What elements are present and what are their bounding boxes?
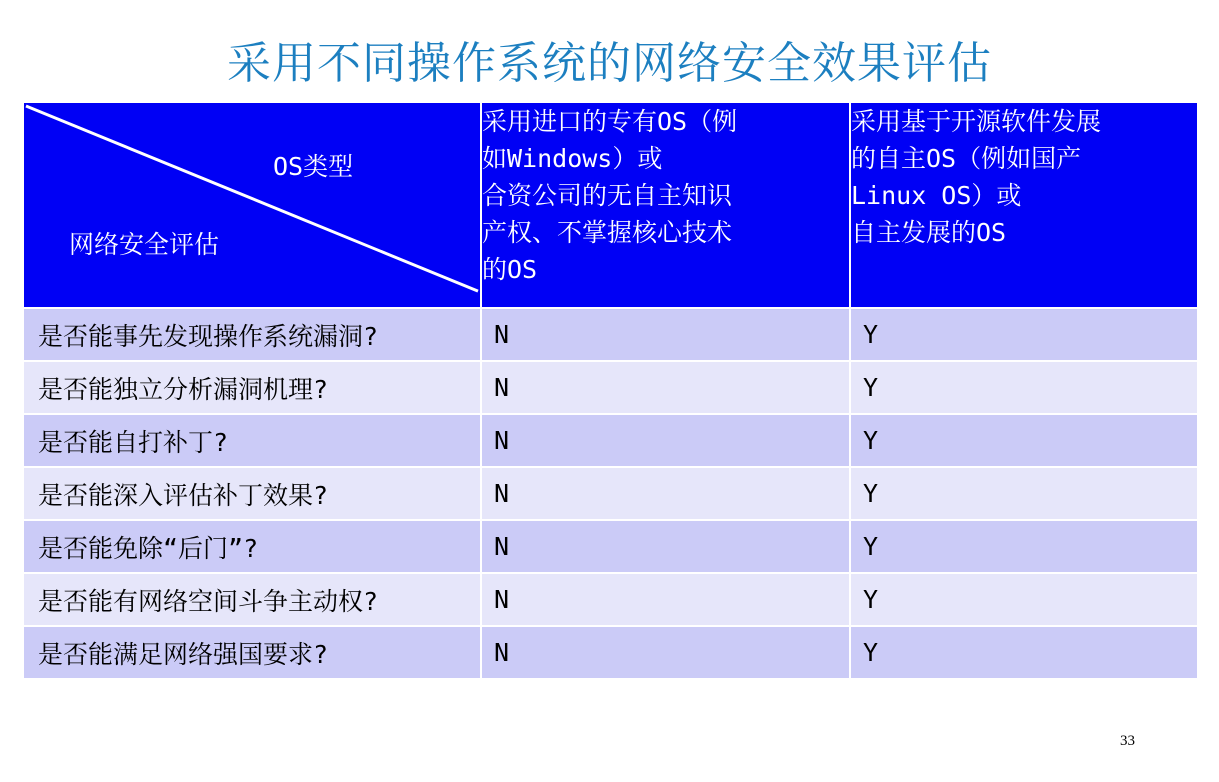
column-header-independent-os: 采用基于开源软件发展 的自主OS（例如国产 Linux OS）或 自主发展的OS <box>850 102 1198 308</box>
page-title: 采用不同操作系统的网络安全效果评估 <box>227 38 992 89</box>
row-question: 是否能满足网络强国要求? <box>23 626 481 679</box>
row-value-proprietary: N <box>481 308 850 361</box>
page-number: 33 <box>1120 733 1135 749</box>
row-value-proprietary: N <box>481 626 850 679</box>
row-question: 是否能事先发现操作系统漏洞? <box>23 308 481 361</box>
row-value-independent: Y <box>850 626 1198 679</box>
table-row <box>23 361 1198 414</box>
table-row <box>23 520 1198 573</box>
row-value-independent: Y <box>850 414 1198 467</box>
row-value-independent: Y <box>850 467 1198 520</box>
table-row <box>23 467 1198 520</box>
row-value-independent: Y <box>850 520 1198 573</box>
row-value-proprietary: N <box>481 520 850 573</box>
table-row <box>23 626 1198 679</box>
table-header-row <box>23 102 1198 308</box>
column-header-proprietary-os: 采用进口的专有OS（例 如Windows）或 合资公司的无自主知识 产权、不掌握核心技术 的OS <box>481 102 850 308</box>
row-value-proprietary: N <box>481 414 850 467</box>
row-value-independent: Y <box>850 573 1198 626</box>
evaluation-table <box>22 101 1199 680</box>
row-question: 是否能有网络空间斗争主动权? <box>23 573 481 626</box>
row-question: 是否能自打补丁? <box>23 414 481 467</box>
table-row <box>23 414 1198 467</box>
row-question: 是否能深入评估补丁效果? <box>23 467 481 520</box>
row-value-proprietary: N <box>481 361 850 414</box>
row-question: 是否能独立分析漏洞机理? <box>23 361 481 414</box>
table-corner-cell <box>23 102 481 308</box>
corner-bottom-label: 网络安全评估 <box>69 230 220 259</box>
row-value-independent: Y <box>850 361 1198 414</box>
corner-top-label: OS类型 <box>273 152 354 181</box>
table-row <box>23 308 1198 361</box>
row-value-independent: Y <box>850 308 1198 361</box>
diagonal-divider <box>24 103 480 307</box>
row-question: 是否能免除“后门”? <box>23 520 481 573</box>
row-value-proprietary: N <box>481 573 850 626</box>
row-value-proprietary: N <box>481 467 850 520</box>
table-row <box>23 573 1198 626</box>
